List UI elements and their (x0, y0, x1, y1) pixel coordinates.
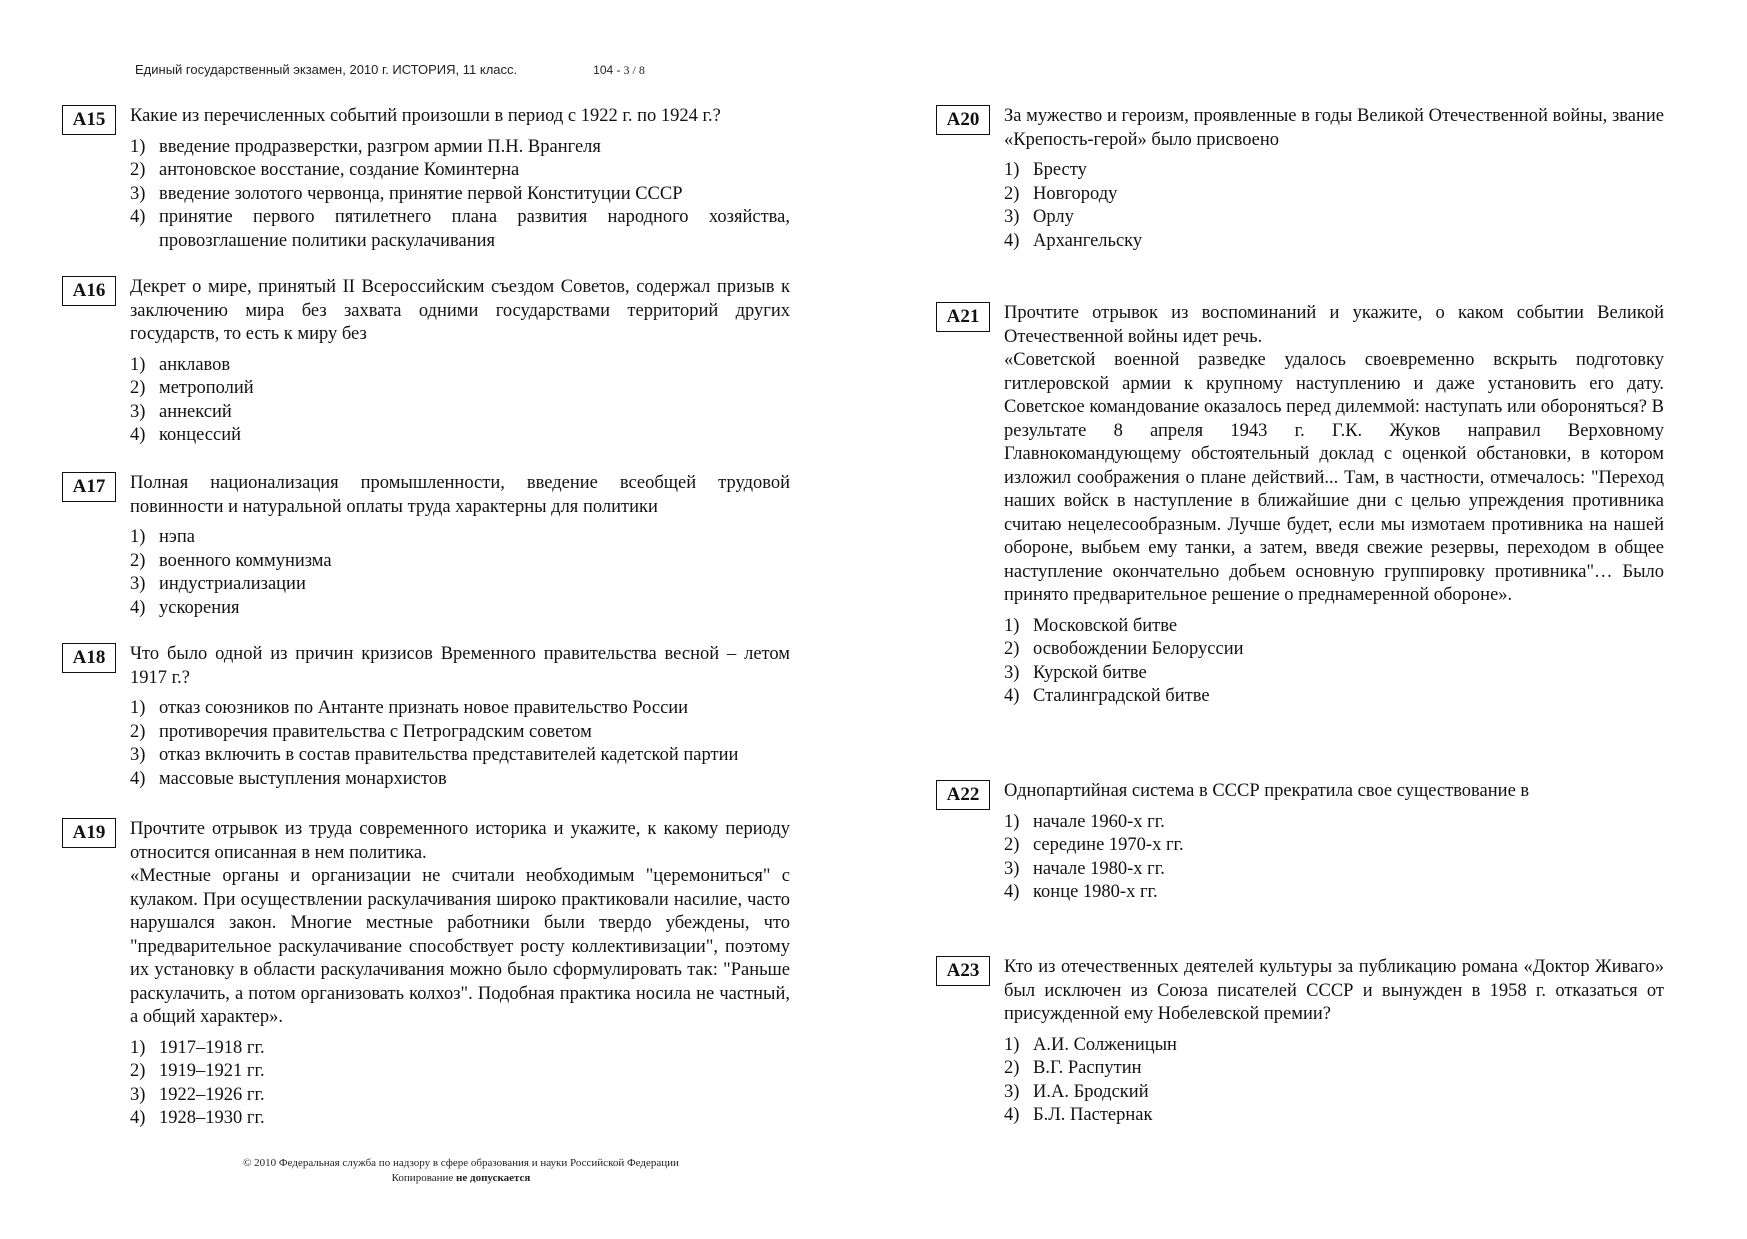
option-number: 4) (130, 207, 146, 227)
copy-notice-prefix: Копирование (391, 1172, 457, 1184)
option-number: 1) (1004, 160, 1020, 180)
option-text: конце 1980-х гг. (1033, 882, 1158, 902)
answer-option (1004, 685, 1664, 709)
option-text: концессий (159, 425, 241, 445)
option-text: начале 1980-х гг. (1033, 858, 1165, 879)
question-a15 (62, 105, 790, 272)
option-number: 2) (130, 160, 146, 180)
answer-option (130, 697, 800, 721)
question-prompt: Прочтите отрывок из воспоминаний и укажите, о каком событии Великой Отечественной войны идет речь. (1004, 303, 1664, 347)
option-number: 3) (1004, 207, 1020, 227)
variant-code: 104 (593, 63, 614, 77)
option-text: А.И. Солженицын (1033, 1034, 1177, 1055)
option-text: Московской битве (1033, 615, 1178, 636)
option-text: анклавов (159, 354, 231, 375)
option-number: 2) (130, 550, 146, 571)
answer-option (130, 401, 790, 425)
copy-notice (196, 1171, 726, 1186)
question-a22 (936, 780, 1664, 923)
option-text: Орлу (1033, 207, 1074, 227)
option-text: введение золотого червонца, принятие первой Конституции СССР (159, 183, 683, 204)
option-number: 2) (1004, 1058, 1020, 1078)
option-number: 4) (130, 597, 146, 618)
answer-option (130, 744, 800, 768)
option-number: 2) (130, 721, 146, 742)
option-text: метрополий (159, 378, 254, 398)
answer-options (1004, 1034, 1664, 1128)
question-text: Что было одной из причин кризисов Временного правительства весной – летом 1917 г.? (130, 644, 790, 688)
source-quote: «Советской военной разведке удалось своевременно вскрыть подготовку гитлеровской армии к крупному наступлению и даже установить его дату. Советское командование оказалось перед дилеммой: наступать или обороняться? В результате 8 апреля 1943 г. Г.К. Жуков направил Верховному Главнокомандующему обстоятельный доклад с оценкой обстановки, в котором изложил соображения о плане действий... Там, в частности, отмечалось: "Переход наших войск в наступление в ближайшие дни с целью упреждения противника считаю нецелесообразным. Лучше будет, если мы измотаем противника на нашей обороне, выбьем ему танки, а затем, введя свежие резервы, переходом в общее наступление окончательно добьем основную группировку противника"… Было принято предварительное решение о преднамеренной обороне». (1004, 350, 1664, 605)
answer-option (1004, 881, 1664, 905)
question-a16 (62, 276, 790, 466)
question-prompt: Прочтите отрывок из труда современного историка и укажите, к какому периоду относится описанная в нем политика. (130, 819, 790, 863)
option-number: 4) (130, 768, 146, 789)
answer-option (1004, 159, 1664, 183)
question-number: A22 (936, 780, 990, 810)
option-text: массовые выступления монархистов (159, 768, 447, 789)
question-a18 (62, 643, 800, 810)
option-number: 4) (1004, 882, 1020, 902)
answer-option (1004, 834, 1664, 858)
copy-notice-bold: не допускается (456, 1172, 531, 1184)
question-a20 (936, 105, 1664, 272)
option-number: 3) (130, 401, 146, 422)
option-text: середине 1970-х гг. (1033, 835, 1184, 855)
answer-option (1004, 183, 1664, 207)
option-text: 1928–1930 гг. (159, 1108, 265, 1128)
option-text: нэпа (159, 527, 195, 547)
option-text: Сталинградской битве (1033, 686, 1210, 706)
option-number: 1) (1004, 1034, 1020, 1055)
answer-option (130, 183, 790, 207)
answer-option (130, 721, 800, 745)
question-number: A21 (936, 302, 990, 332)
option-number: 1) (130, 1037, 146, 1058)
option-text: освобождении Белоруссии (1033, 639, 1244, 659)
option-text: Курской битве (1033, 662, 1147, 683)
answer-option (1004, 858, 1664, 882)
answer-option (130, 424, 790, 448)
question-text: Декрет о мире, принятый II Всероссийским съездом Советов, содержал призыв к заключению мира без захвата одними государствами территорий других государств, то есть к миру без (130, 277, 790, 344)
option-text: Архангельску (1033, 230, 1143, 251)
answer-option (1004, 230, 1664, 254)
answer-options (130, 526, 790, 620)
option-text: введение продразверстки, разгром армии П.Н. Врангеля (159, 136, 601, 157)
answer-option (130, 1060, 790, 1084)
option-number: 3) (1004, 858, 1020, 879)
answer-option (1004, 811, 1664, 835)
option-number: 2) (1004, 835, 1020, 855)
answer-options (1004, 811, 1664, 905)
option-number: 1) (130, 136, 146, 157)
question-number: A16 (62, 276, 116, 306)
source-quote: «Местные органы и организации не считали необходимым "церемониться" с кулаком. При осуществлении раскулачивания широко практиковали насилие, часто нарушался закон. Многие местные работники были твердо убеждены, что "предварительное раскулачивание способствует росту коллективизации", поэтому их установку в области раскулачивания можно было сформулировать так: "Раньше раскулачить, а потом организовать колхоз". Подобная практика носила не частный, а общий характер». (130, 866, 790, 1027)
option-text: И.А. Бродский (1033, 1081, 1149, 1102)
option-number: 4) (1004, 686, 1020, 706)
answer-options (1004, 159, 1664, 253)
question-text: Какие из перечисленных событий произошли в период с 1922 г. по 1924 г.? (130, 106, 721, 126)
exam-title: Единый государственный экзамен, 2010 г. ИСТОРИЯ, 11 класс. (135, 62, 518, 77)
option-number: 2) (130, 1061, 146, 1081)
answer-option (1004, 206, 1664, 230)
question-a17 (62, 472, 790, 639)
option-number: 3) (130, 1084, 146, 1105)
answer-option (130, 354, 790, 378)
option-number: 2) (1004, 639, 1020, 659)
answer-options (130, 354, 790, 448)
option-number: 3) (1004, 662, 1020, 683)
option-number: 4) (1004, 230, 1020, 251)
option-number: 2) (1004, 183, 1020, 204)
option-number: 4) (1004, 1105, 1020, 1125)
answer-options (130, 697, 800, 791)
answer-option (130, 597, 790, 621)
option-text: противоречия правительства с Петроградским советом (159, 721, 592, 742)
option-number: 3) (130, 183, 146, 204)
question-number: A20 (936, 105, 990, 135)
page-number (593, 63, 645, 77)
answer-option (1004, 1057, 1664, 1081)
answer-option (130, 377, 790, 401)
question-a21 (936, 302, 1664, 727)
question-number: A18 (62, 643, 116, 673)
page-of: - 3 / 8 (616, 63, 645, 77)
question-text: Однопартийная система в СССР прекратила свое существование в (1004, 781, 1530, 801)
answer-option (130, 1037, 790, 1061)
answer-option (1004, 638, 1664, 662)
option-number: 4) (130, 425, 146, 445)
page-header (135, 62, 645, 78)
option-text: 1919–1921 гг. (159, 1061, 265, 1081)
option-text: ускорения (159, 597, 240, 618)
copyright-line: © 2010 Федеральная служба по надзору в сфере образования и науки Российской Федерации (243, 1157, 679, 1169)
question-text: Полная национализация промышленности, введение всеобщей трудовой повинности и натуральной оплаты труда характерны для политики (130, 473, 790, 517)
option-text: индустриализации (159, 574, 306, 594)
option-number: 1) (130, 698, 146, 718)
question-number: A17 (62, 472, 116, 502)
answer-option (130, 573, 790, 597)
option-number: 3) (1004, 1081, 1020, 1102)
answer-option (1004, 1081, 1664, 1105)
question-number: A19 (62, 818, 116, 848)
option-text: Бресту (1033, 160, 1087, 180)
question-number: A15 (62, 105, 116, 135)
option-text: отказ включить в состав правительства представителей кадетской партии (159, 745, 739, 765)
answer-option (130, 159, 790, 183)
answer-option (130, 1084, 790, 1108)
option-number: 1) (130, 354, 146, 375)
question-number: A23 (936, 956, 990, 986)
option-text: военного коммунизма (159, 550, 332, 571)
question-text (130, 818, 790, 1030)
option-text: отказ союзников по Антанте признать новое правительство России (159, 698, 689, 718)
answer-option (1004, 615, 1664, 639)
question-text: За мужество и героизм, проявленные в годы Великой Отечественной войны, звание «Крепость-герой» было присвоено (1004, 106, 1664, 150)
answer-option (130, 136, 790, 160)
option-text: В.Г. Распутин (1033, 1058, 1142, 1078)
option-text: Б.Л. Пастернак (1033, 1105, 1153, 1125)
option-number: 1) (130, 527, 146, 547)
option-number: 4) (130, 1108, 146, 1128)
answer-option (130, 206, 790, 253)
question-a23 (936, 956, 1664, 1146)
answer-option (1004, 662, 1664, 686)
answer-option (130, 1107, 790, 1131)
option-text: 1917–1918 гг. (159, 1037, 265, 1058)
answer-option (1004, 1104, 1664, 1128)
option-text: аннексий (159, 401, 232, 422)
option-text: начале 1960-х гг. (1033, 811, 1165, 832)
answer-options (130, 1037, 790, 1131)
answer-option (1004, 1034, 1664, 1058)
option-number: 2) (130, 378, 146, 398)
answer-option (130, 550, 790, 574)
answer-option (130, 768, 800, 792)
option-text: Новгороду (1033, 183, 1118, 204)
option-number: 3) (130, 574, 146, 594)
option-text: антоновское восстание, создание Коминтерна (159, 160, 520, 180)
option-text: 1922–1926 гг. (159, 1084, 265, 1105)
option-number: 1) (1004, 811, 1020, 832)
page-footer (196, 1156, 726, 1186)
answer-options (130, 136, 790, 254)
answer-options (1004, 615, 1664, 709)
option-number: 3) (130, 745, 146, 765)
question-a19 (62, 818, 790, 1149)
answer-option (130, 526, 790, 550)
question-text: Кто из отечественных деятелей культуры за публикацию романа «Доктор Живаго» был исключен из Союза писателей СССР и вынужден в 1958 г. отказаться от присужденной ему Нобелевской премии? (1004, 957, 1664, 1024)
option-text: принятие первого пятилетнего плана развития народного хозяйства, провозглашение политики раскулачивания (159, 207, 790, 251)
option-number: 1) (1004, 615, 1020, 636)
question-text (1004, 302, 1664, 608)
